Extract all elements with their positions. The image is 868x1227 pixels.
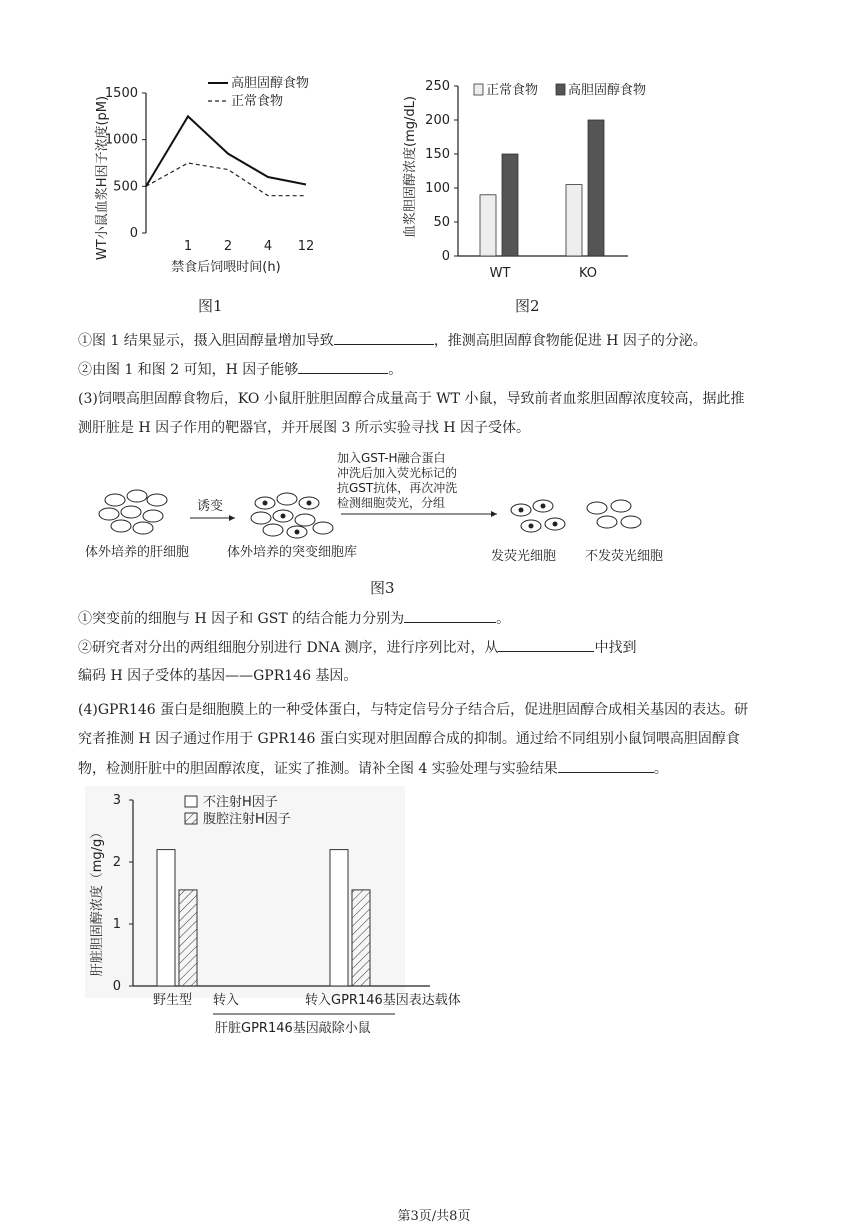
fig4-bracket-label: 肝脏GPR146基因敲除小鼠 — [215, 1021, 371, 1036]
fig1-xtick-label: 2 — [223, 239, 233, 254]
fig4-bar — [352, 890, 370, 986]
q3-intro-line1: (3)饲喂高胆固醇食物后，KO 小鼠肝脏胆固醇合成量高于 WT 小鼠，导致前者血浆胆固醇浓度较高，据此推 — [78, 391, 745, 407]
fig2-bar — [566, 185, 582, 256]
fig2-ytick-label: 250 — [425, 79, 450, 94]
fig2-ytick-label: 50 — [433, 215, 450, 230]
fig1-ytick-label: 500 — [113, 179, 138, 195]
fig3-arrow-1-head — [229, 515, 235, 521]
figure1-chart — [88, 68, 328, 278]
fig2-caption: 图2 — [515, 297, 540, 315]
fig3-step2-line3: 抗GST抗体，再次冲洗 — [337, 481, 458, 495]
cell-cluster-fluorescent — [511, 500, 565, 532]
fig4-legend-yes-swatch — [185, 813, 197, 824]
fig4-ytick-label: 2 — [112, 855, 121, 870]
fig2-ytick-label: 200 — [425, 113, 450, 128]
fig1-ytick-label: 0 — [129, 226, 138, 241]
fig1-xlabel: 禁食后饲喂时间(h) — [171, 260, 281, 275]
fig1-xtick-label: 4 — [263, 239, 273, 254]
fig4-bar — [157, 850, 175, 986]
fig3-cell-a: 体外培养的肝细胞 — [85, 545, 190, 560]
fig4-ylabel: 肝脏胆固醇浓度（mg/g） — [90, 825, 105, 977]
fig2-ytick-label: 150 — [425, 147, 450, 162]
fig3-step2-line4: 检测细胞荧光，分组 — [337, 496, 446, 510]
fig3-step1-label: 诱变 — [197, 499, 224, 514]
fig4-group-wt: 野生型 — [153, 993, 193, 1008]
q4-line3-text-a: 物，检测肝脏中的胆固醇浓度，证实了推测。请补全图 4 实验处理与实验结果 — [78, 761, 558, 777]
fig2-bar — [480, 195, 496, 256]
answer-blank[interactable] — [298, 359, 388, 374]
q2-item2 — [78, 359, 798, 380]
fig2-ytick-label: 100 — [425, 181, 450, 196]
fig4-group-b: 转入 — [213, 993, 240, 1008]
fig4-legend-no-swatch — [185, 796, 197, 807]
figure2-chart — [398, 72, 688, 287]
fig1-ytick-label: 1500 — [104, 86, 138, 101]
fig4-legend-no: 不注射H因子 — [203, 795, 278, 810]
q2-item1-text-a: ①图 1 结果显示，摄入胆固醇量增加导致 — [78, 333, 334, 349]
fig2-ylabel: 血浆胆固醇浓度(mg/dL) — [403, 96, 418, 238]
fig1-yticks — [105, 86, 146, 241]
fig1-legend-normal: 正常食物 — [231, 94, 284, 109]
figure4-chart — [85, 786, 505, 1046]
fig2-category-wt: WT — [489, 266, 511, 281]
fig2-bar — [588, 120, 604, 256]
fig2-bars — [480, 120, 604, 256]
fig4-legend-yes: 腹腔注射H因子 — [203, 812, 291, 827]
q3-item2-line2: 编码 H 因子受体的基因——GPR146 基因。 — [78, 668, 358, 684]
fig1-caption: 图1 — [198, 297, 223, 315]
q4-line3 — [78, 758, 798, 779]
cell-cluster-nonfluorescent — [587, 500, 641, 528]
fig2-legend-high-swatch — [556, 84, 565, 95]
fig3-step2-line1: 加入GST-H融合蛋白 — [337, 451, 446, 465]
q4-line2: 究者推测 H 因子通过作用于 GPR146 蛋白实现对胆固醇合成的抑制。通过给不同组别小鼠饲喂高胆固醇食 — [78, 731, 740, 747]
fig1-ylabel: WT小鼠血浆H因子浓度(pM) — [95, 95, 110, 261]
answer-blank[interactable] — [404, 608, 496, 623]
answer-blank[interactable] — [334, 330, 434, 345]
fig1-xticks — [184, 239, 314, 254]
fig3-cell-d: 不发荧光细胞 — [585, 549, 664, 564]
fig4-group-c: 转入GPR146基因表达载体 — [305, 993, 461, 1008]
fig3-cell-b: 体外培养的突变细胞库 — [227, 545, 358, 560]
cell-cluster-mutant — [251, 493, 333, 538]
fig2-legend-normal: 正常食物 — [486, 83, 539, 98]
q4-line1: (4)GPR146 蛋白是细胞膜上的一种受体蛋白，与特定信号分子结合后，促进胆固醇合成相关基因的表达。研 — [78, 702, 749, 718]
q3-item1-text-b: 。 — [496, 611, 511, 627]
q3-item2 — [78, 637, 798, 658]
fig3-step2-line2: 冲洗后加入荧光标记的 — [337, 466, 458, 480]
q2-item1-text-b: ，推测高胆固醇食物能促进 H 因子的分泌。 — [433, 333, 707, 349]
fig2-ytick-label: 0 — [441, 249, 450, 264]
q3-intro-line2: 测肝脏是 H 因子作用的靶器官，并开展图 3 所示实验寻找 H 因子受体。 — [78, 420, 531, 436]
fig2-bar — [502, 154, 518, 256]
fig4-bar — [330, 850, 348, 986]
q3-item1 — [78, 608, 798, 629]
q4-line3-text-b: 。 — [653, 761, 668, 777]
fig1-ytick-label: 1000 — [104, 132, 138, 148]
figure3-diagram — [85, 448, 705, 573]
page-footer: 第3页/共8页 — [397, 1209, 471, 1224]
fig3-caption: 图3 — [370, 579, 395, 597]
fig4-ytick-label: 1 — [112, 917, 121, 932]
fig4-bar — [179, 890, 197, 986]
fig1-xtick-label: 1 — [183, 239, 193, 254]
fig2-legend-high: 高胆固醇食物 — [568, 83, 647, 98]
fig2-yticks — [425, 79, 458, 264]
q2-item1 — [78, 330, 798, 351]
fig1-xtick-label: 12 — [297, 239, 315, 254]
answer-blank[interactable] — [558, 758, 654, 773]
answer-blank[interactable] — [498, 637, 594, 652]
fig1-legend-high: 高胆固醇食物 — [231, 76, 310, 91]
fig3-arrow-2-head — [491, 511, 497, 517]
fig1-series-high — [146, 116, 306, 186]
fig2-category-ko: KO — [578, 266, 598, 281]
q3-item2-text-b: 中找到 — [594, 640, 637, 656]
q2-item2-text-a: ②由图 1 和图 2 可知，H 因子能够 — [78, 362, 299, 378]
q2-item2-text-b: 。 — [388, 362, 403, 378]
fig2-legend-normal-swatch — [474, 84, 483, 95]
fig4-ytick-label: 0 — [112, 979, 121, 994]
fig4-ytick-label: 3 — [112, 793, 121, 808]
q3-item2-text-a: ②研究者对分出的两组细胞分别进行 DNA 测序，进行序列比对，从 — [78, 640, 499, 656]
fig3-cell-c: 发荧光细胞 — [491, 549, 557, 564]
cell-cluster-liver — [99, 490, 167, 534]
q3-item1-text-a: ①突变前的细胞与 H 因子和 GST 的结合能力分别为 — [78, 611, 405, 627]
